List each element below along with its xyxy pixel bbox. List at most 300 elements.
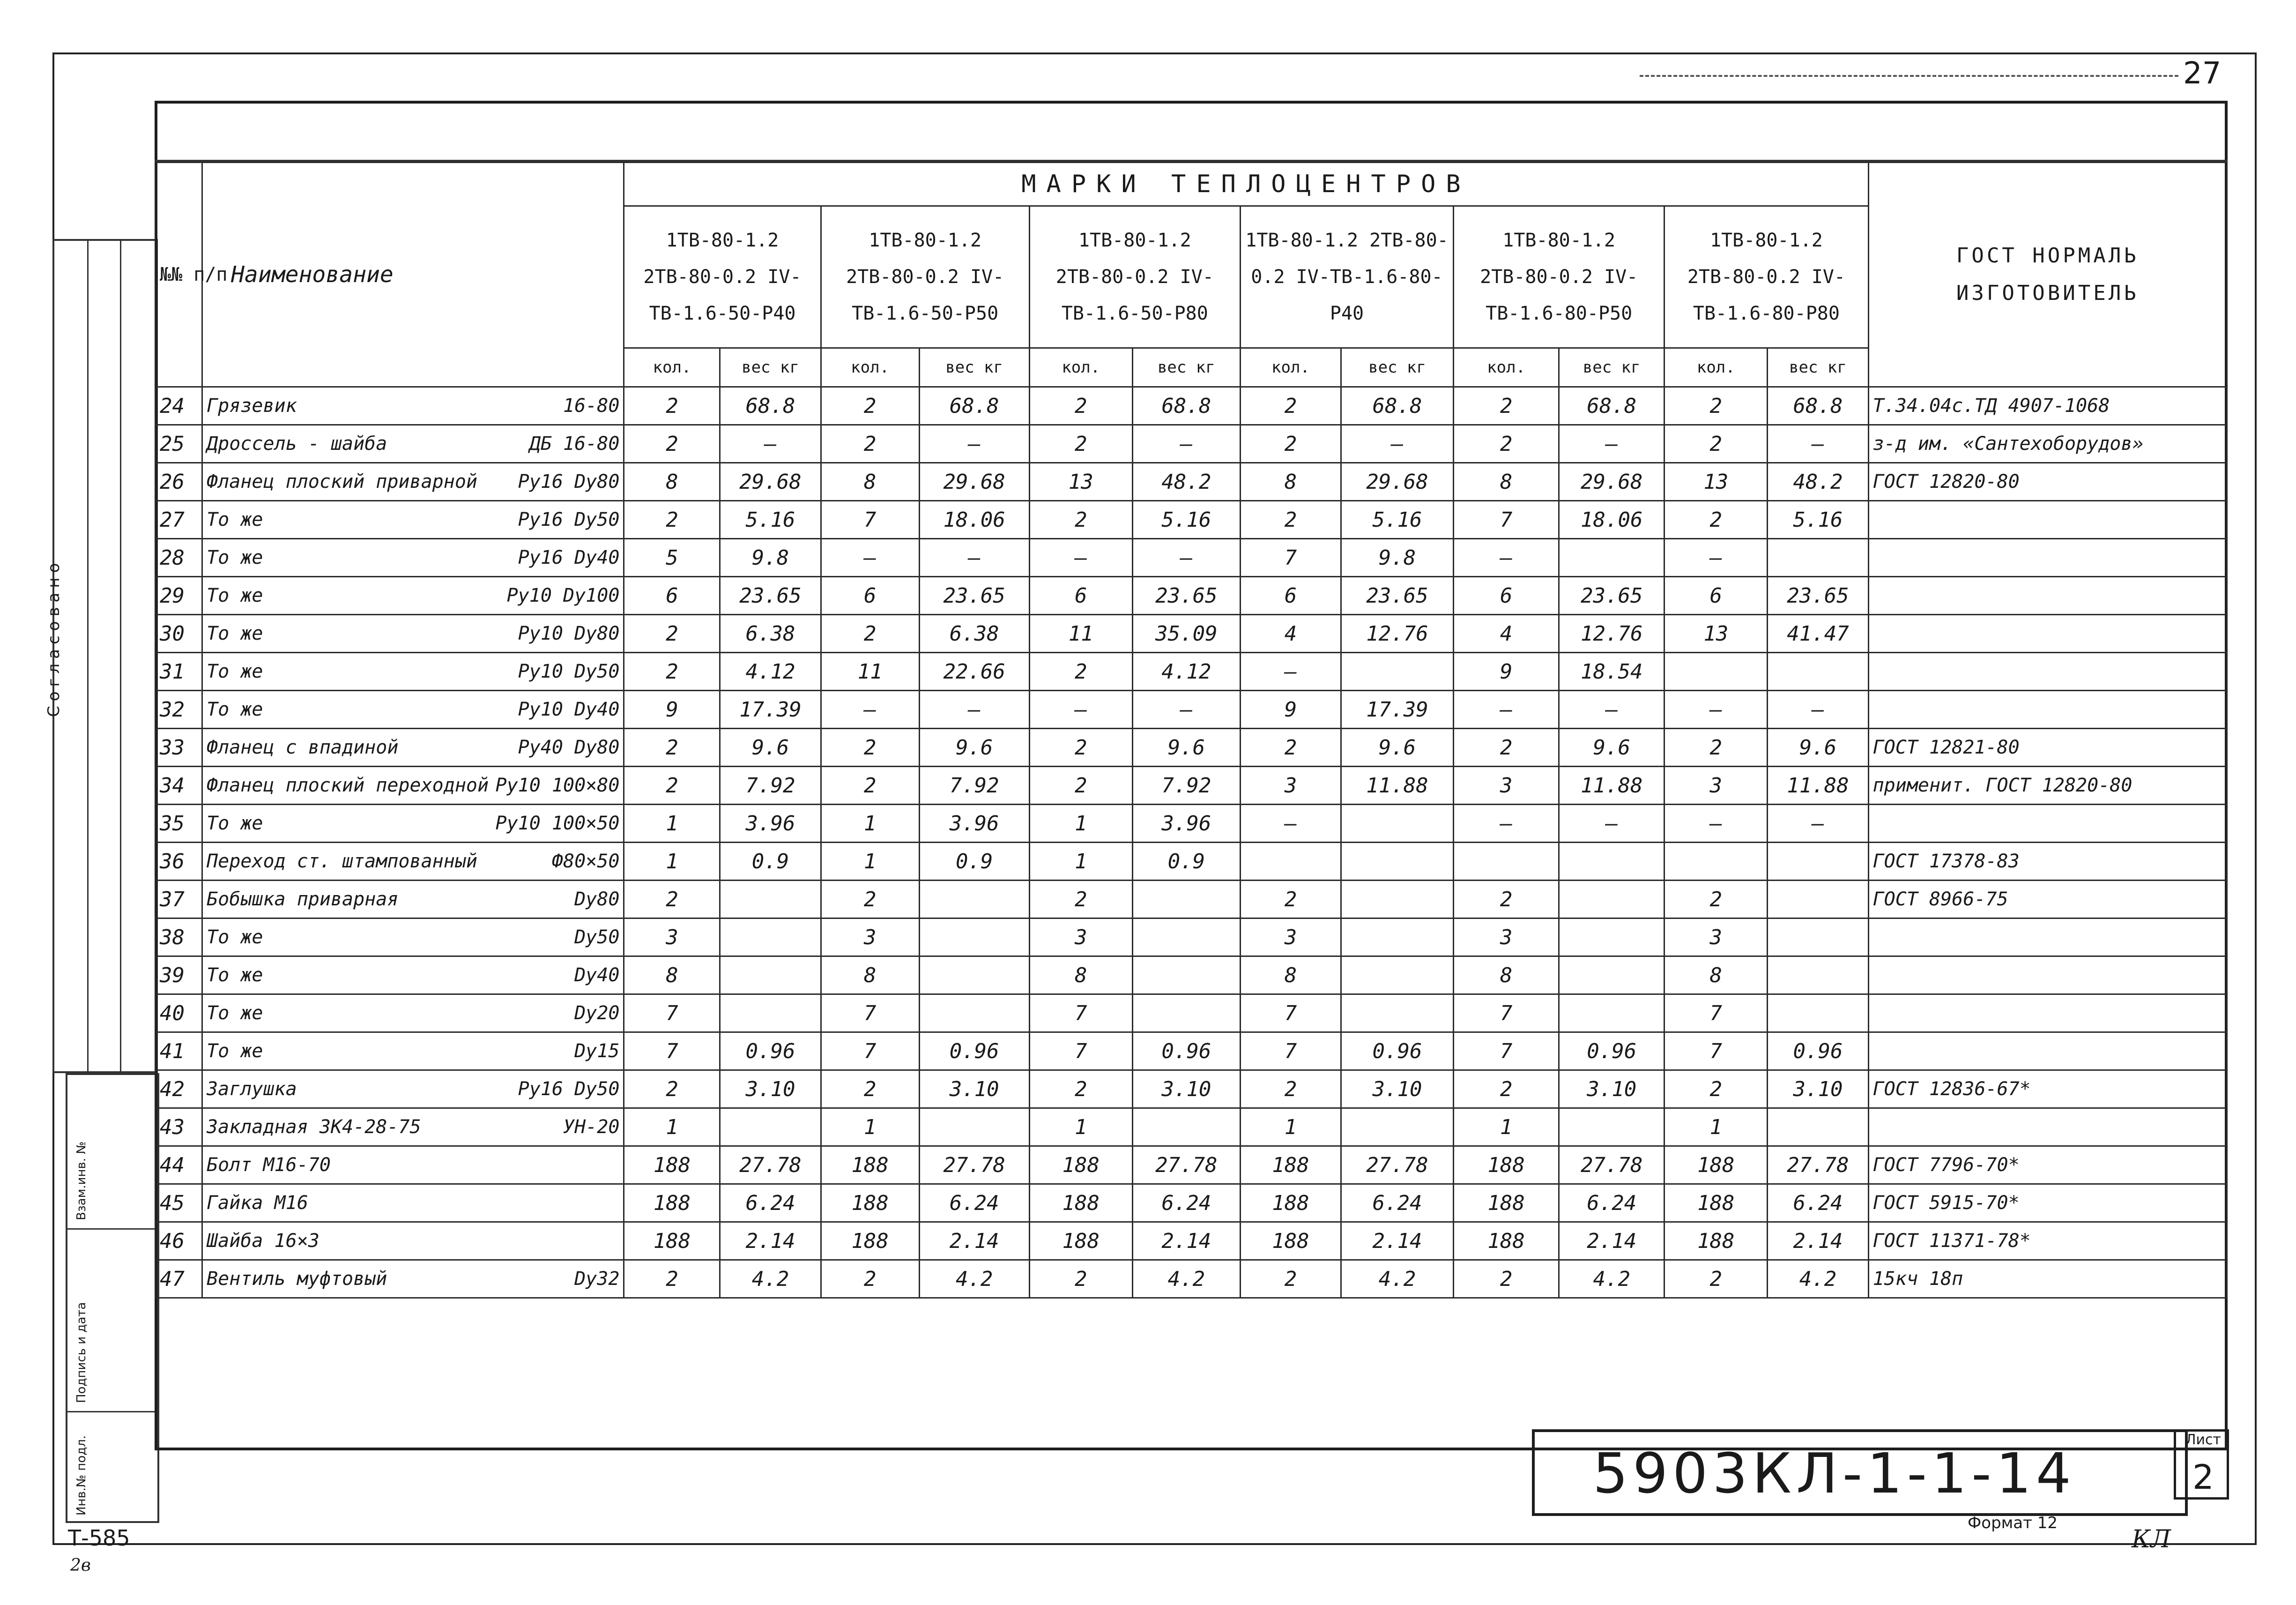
header-model: 1ТВ-80-1.2 2ТВ-80-0.2 IV-ТВ-1.6-50-Р40 (624, 206, 821, 348)
weight-cell: 29.68 (720, 463, 821, 501)
qty-cell: 2 (1454, 729, 1559, 767)
row-number: 36 (156, 843, 202, 881)
weight-cell: 2.14 (720, 1222, 821, 1260)
row-spec: Ру16 Dу50 (518, 509, 620, 530)
weight-cell: 3.10 (1559, 1070, 1664, 1108)
gost-cell: ГОСТ 12820-80 (1868, 463, 2227, 501)
row-spec: Ру10 100×80 (495, 775, 620, 796)
weight-cell: 18.54 (1559, 653, 1664, 691)
qty-cell: 2 (1454, 1260, 1559, 1298)
qty-cell: 2 (1029, 501, 1132, 539)
weight-cell (1341, 805, 1453, 843)
row-spec: Ру16 Dу40 (518, 547, 620, 568)
sheet-label: Лист (2185, 1432, 2222, 1448)
qty-cell: 2 (1664, 1070, 1768, 1108)
header-weight: вес кг (1132, 348, 1240, 387)
weight-cell: — (1768, 425, 1868, 463)
header-qty: кол. (624, 348, 720, 387)
header-name: Наименование (202, 163, 624, 387)
table-row (156, 577, 2227, 615)
weight-cell: 6.24 (1341, 1184, 1453, 1222)
weight-cell (1559, 956, 1664, 994)
gost-cell (1868, 805, 2227, 843)
row-name: То же (207, 699, 263, 720)
weight-cell: 12.76 (1559, 615, 1664, 653)
qty-cell: 188 (624, 1222, 720, 1260)
header-weight: вес кг (1768, 348, 1868, 387)
qty-cell: 7 (1454, 1032, 1559, 1070)
page-number: 27 (2183, 56, 2222, 91)
gost-cell (1868, 501, 2227, 539)
qty-cell: 7 (624, 994, 720, 1032)
qty-cell: 4 (1454, 615, 1559, 653)
row-number: 46 (156, 1222, 202, 1260)
table-row (156, 615, 2227, 653)
table-row (156, 767, 2227, 805)
qty-cell: 2 (821, 729, 919, 767)
qty-cell: 2 (1454, 387, 1559, 425)
qty-cell: — (1664, 691, 1768, 729)
weight-cell: 2.14 (1768, 1222, 1868, 1260)
weight-cell (1132, 994, 1240, 1032)
corner-note: 2в (70, 1556, 91, 1575)
row-name: Переход ст. штампованный (207, 851, 477, 872)
gost-cell: ГОСТ 11371-78* (1868, 1222, 2227, 1260)
row-number: 40 (156, 994, 202, 1032)
row-number: 33 (156, 729, 202, 767)
weight-cell (1132, 881, 1240, 918)
qty-cell: 3 (1240, 918, 1341, 956)
table-row (156, 463, 2227, 501)
row-number: 31 (156, 653, 202, 691)
weight-cell: 3.10 (1132, 1070, 1240, 1108)
weight-cell: 9.6 (720, 729, 821, 767)
row-name-cell (202, 1260, 624, 1298)
qty-cell: 188 (1029, 1184, 1132, 1222)
corner-code: Т-585 (68, 1525, 130, 1551)
weight-cell: 41.47 (1768, 615, 1868, 653)
weight-cell: — (919, 425, 1029, 463)
weight-cell: 0.96 (919, 1032, 1029, 1070)
row-name-cell (202, 501, 624, 539)
gost-cell: з-д им. «Сантехоборудов» (1868, 425, 2227, 463)
weight-cell: 2.14 (919, 1222, 1029, 1260)
qty-cell: 3 (1029, 918, 1132, 956)
table-row (156, 1070, 2227, 1108)
qty-cell: 1 (1029, 843, 1132, 881)
qty-cell: 3 (1664, 767, 1768, 805)
weight-cell: 3.96 (720, 805, 821, 843)
row-name-cell (202, 1032, 624, 1070)
weight-cell: 11.88 (1768, 767, 1868, 805)
qty-cell: 11 (1029, 615, 1132, 653)
row-name-cell (202, 805, 624, 843)
qty-cell: 1 (1029, 1108, 1132, 1146)
weight-cell (1559, 843, 1664, 881)
qty-cell: — (821, 691, 919, 729)
weight-cell: 23.65 (1132, 577, 1240, 615)
row-spec: Ру10 Dу50 (518, 661, 620, 682)
qty-cell: 2 (1240, 501, 1341, 539)
weight-cell (720, 956, 821, 994)
gost-cell (1868, 615, 2227, 653)
weight-cell (1341, 653, 1453, 691)
row-spec: Ру40 Dу80 (518, 737, 620, 758)
row-name-cell (202, 653, 624, 691)
qty-cell: 188 (1240, 1222, 1341, 1260)
row-name-cell (202, 1222, 624, 1260)
weight-cell (919, 881, 1029, 918)
row-name: То же (207, 813, 263, 834)
row-spec: Ру10 Dу100 (506, 585, 620, 606)
header-qty: кол. (821, 348, 919, 387)
qty-cell: 1 (624, 843, 720, 881)
qty-cell: 7 (1029, 994, 1132, 1032)
qty-cell: 188 (1664, 1184, 1768, 1222)
weight-cell (1341, 994, 1453, 1032)
top-dashed-line (1640, 75, 2178, 77)
weight-cell: 68.8 (1132, 387, 1240, 425)
qty-cell: 1 (821, 843, 919, 881)
weight-cell (1768, 1108, 1868, 1146)
qty-cell: 2 (624, 387, 720, 425)
weight-cell: 7.92 (720, 767, 821, 805)
row-number: 24 (156, 387, 202, 425)
qty-cell: 6 (1029, 577, 1132, 615)
weight-cell: 9.8 (1341, 539, 1453, 577)
row-name: Закладная ЗК4-28-75 (207, 1116, 421, 1138)
table-row (156, 881, 2227, 918)
header-qty: кол. (1029, 348, 1132, 387)
weight-cell: 23.65 (1559, 577, 1664, 615)
row-name: То же (207, 926, 263, 948)
gost-cell: применит. ГОСТ 12820-80 (1868, 767, 2227, 805)
qty-cell: 2 (624, 653, 720, 691)
weight-cell: 5.16 (1341, 501, 1453, 539)
qty-cell: 2 (1240, 1070, 1341, 1108)
weight-cell: 23.65 (1768, 577, 1868, 615)
qty-cell (1240, 843, 1341, 881)
qty-cell: 188 (1029, 1146, 1132, 1184)
table-row (156, 1222, 2227, 1260)
row-spec: Ру10 Dу80 (518, 623, 620, 644)
qty-cell: — (1664, 539, 1768, 577)
row-number: 37 (156, 881, 202, 918)
header-qty: кол. (1240, 348, 1341, 387)
weight-cell (1559, 539, 1664, 577)
weight-cell: 6.24 (919, 1184, 1029, 1222)
row-spec: Dу80 (574, 888, 620, 910)
qty-cell (1664, 653, 1768, 691)
row-number: 30 (156, 615, 202, 653)
weight-cell: 35.09 (1132, 615, 1240, 653)
weight-cell: — (720, 425, 821, 463)
weight-cell (1132, 956, 1240, 994)
row-spec: Ф80×50 (551, 851, 620, 872)
qty-cell: 6 (1240, 577, 1341, 615)
qty-cell: 13 (1029, 463, 1132, 501)
qty-cell: 188 (821, 1222, 919, 1260)
qty-cell: 2 (821, 1260, 919, 1298)
qty-cell: 3 (1664, 918, 1768, 956)
qty-cell: 2 (1454, 425, 1559, 463)
qty-cell: 8 (1240, 463, 1341, 501)
row-name: То же (207, 964, 263, 986)
qty-cell: 2 (1664, 501, 1768, 539)
qty-cell (1664, 843, 1768, 881)
row-name-cell (202, 539, 624, 577)
weight-cell: 6.38 (720, 615, 821, 653)
weight-cell: 29.68 (1559, 463, 1664, 501)
weight-cell (1768, 918, 1868, 956)
header-weight: вес кг (1559, 348, 1664, 387)
qty-cell: — (1454, 691, 1559, 729)
weight-cell: 5.16 (720, 501, 821, 539)
qty-cell: — (821, 539, 919, 577)
weight-cell: 9.6 (919, 729, 1029, 767)
qty-cell: 2 (1240, 1260, 1341, 1298)
weight-cell: 5.16 (1768, 501, 1868, 539)
qty-cell: 2 (1454, 881, 1559, 918)
weight-cell (720, 881, 821, 918)
weight-cell: — (1768, 805, 1868, 843)
weight-cell: 27.78 (1559, 1146, 1664, 1184)
gost-cell (1868, 653, 2227, 691)
qty-cell: 9 (624, 691, 720, 729)
row-number: 28 (156, 539, 202, 577)
qty-cell: 7 (1029, 1032, 1132, 1070)
qty-cell: 7 (1240, 994, 1341, 1032)
qty-cell: 6 (1454, 577, 1559, 615)
approval-label: Согласовано (45, 558, 63, 717)
qty-cell: 2 (624, 881, 720, 918)
qty-cell: 2 (1029, 767, 1132, 805)
weight-cell: 9.8 (720, 539, 821, 577)
qty-cell: 3 (1240, 767, 1341, 805)
weight-cell: 23.65 (1341, 577, 1453, 615)
table-row (156, 1184, 2227, 1222)
row-spec: Dу50 (574, 926, 620, 948)
qty-cell: 2 (1240, 729, 1341, 767)
qty-cell: 2 (1029, 1260, 1132, 1298)
weight-cell: 0.96 (1559, 1032, 1664, 1070)
stamp-label-inventory: Инв.№ подл. (74, 1435, 89, 1515)
qty-cell: 9 (1454, 653, 1559, 691)
row-name-cell (202, 1184, 624, 1222)
table-row (156, 956, 2227, 994)
row-name: Заглушка (207, 1078, 297, 1100)
qty-cell: 2 (1029, 1070, 1132, 1108)
weight-cell (1341, 918, 1453, 956)
weight-cell: 5.16 (1132, 501, 1240, 539)
gost-cell (1868, 1108, 2227, 1146)
qty-cell: 7 (1240, 1032, 1341, 1070)
weight-cell: 6.24 (1559, 1184, 1664, 1222)
gost-cell (1868, 691, 2227, 729)
row-spec: 16-80 (563, 395, 620, 417)
weight-cell: 27.78 (1132, 1146, 1240, 1184)
qty-cell: 188 (1454, 1184, 1559, 1222)
gost-cell (1868, 539, 2227, 577)
header-qty: кол. (1454, 348, 1559, 387)
qty-cell: 2 (821, 615, 919, 653)
weight-cell: 3.10 (919, 1070, 1029, 1108)
table-row (156, 1260, 2227, 1298)
qty-cell: 1 (1664, 1108, 1768, 1146)
weight-cell (1768, 843, 1868, 881)
row-name-cell (202, 843, 624, 881)
qty-cell: 7 (1454, 994, 1559, 1032)
qty-cell: 2 (1664, 387, 1768, 425)
table-row (156, 994, 2227, 1032)
qty-cell: 8 (624, 463, 720, 501)
qty-cell: 2 (821, 425, 919, 463)
row-name-cell (202, 1070, 624, 1108)
table-row (156, 425, 2227, 463)
row-number: 45 (156, 1184, 202, 1222)
weight-cell: 6.24 (1768, 1184, 1868, 1222)
gost-cell (1868, 994, 2227, 1032)
weight-cell: 68.8 (1559, 387, 1664, 425)
sheet-number: 2 (2192, 1457, 2214, 1497)
weight-cell: 3.10 (1341, 1070, 1453, 1108)
stamp-label-replace: Взам.инв. № (74, 1141, 89, 1220)
weight-cell: 4.12 (720, 653, 821, 691)
weight-cell: 0.9 (720, 843, 821, 881)
weight-cell: 4.2 (919, 1260, 1029, 1298)
weight-cell: 68.8 (919, 387, 1029, 425)
qty-cell: 7 (1664, 994, 1768, 1032)
weight-cell (1341, 956, 1453, 994)
qty-cell: 3 (1454, 918, 1559, 956)
row-name-cell (202, 918, 624, 956)
weight-cell: 0.96 (720, 1032, 821, 1070)
weight-cell: 23.65 (720, 577, 821, 615)
weight-cell: 6.38 (919, 615, 1029, 653)
row-number: 35 (156, 805, 202, 843)
qty-cell: 188 (1664, 1222, 1768, 1260)
weight-cell (1768, 881, 1868, 918)
row-number: 44 (156, 1146, 202, 1184)
header-model: 1ТВ-80-1.2 2ТВ-80-0.2 IV-ТВ-1.6-80-Р50 (1454, 206, 1664, 348)
weight-cell (919, 918, 1029, 956)
qty-cell: 188 (1240, 1146, 1341, 1184)
table-row (156, 691, 2227, 729)
weight-cell: 17.39 (1341, 691, 1453, 729)
weight-cell: 27.78 (720, 1146, 821, 1184)
weight-cell: — (1559, 805, 1664, 843)
weight-cell: 18.06 (919, 501, 1029, 539)
qty-cell: 2 (1664, 425, 1768, 463)
weight-cell: 7.92 (919, 767, 1029, 805)
header-num: №№ п/п (156, 163, 202, 387)
qty-cell: 6 (624, 577, 720, 615)
weight-cell (1132, 918, 1240, 956)
weight-cell: — (1132, 425, 1240, 463)
row-name-cell (202, 1108, 624, 1146)
row-spec: Dу15 (574, 1040, 620, 1062)
stamp-label-signature: Подпись и дата (74, 1302, 89, 1403)
weight-cell (1341, 843, 1453, 881)
row-spec: Dу32 (574, 1268, 620, 1290)
qty-cell: 2 (1029, 729, 1132, 767)
qty-cell: 7 (1454, 501, 1559, 539)
qty-cell: 1 (821, 1108, 919, 1146)
header-group: МАРКИ ТЕПЛОЦЕНТРОВ (624, 163, 1868, 206)
weight-cell: — (919, 539, 1029, 577)
qty-cell: 188 (1664, 1146, 1768, 1184)
weight-cell: — (1132, 539, 1240, 577)
weight-cell (1132, 1108, 1240, 1146)
weight-cell: 12.76 (1341, 615, 1453, 653)
weight-cell: 6.24 (1132, 1184, 1240, 1222)
qty-cell: 7 (821, 994, 919, 1032)
qty-cell: 8 (821, 463, 919, 501)
qty-cell: 188 (821, 1184, 919, 1222)
row-name-cell (202, 767, 624, 805)
qty-cell: 2 (624, 1260, 720, 1298)
qty-cell: 13 (1664, 463, 1768, 501)
weight-cell: 9.6 (1768, 729, 1868, 767)
row-number: 25 (156, 425, 202, 463)
row-name: То же (207, 623, 263, 644)
row-spec: Ру16 Dу80 (518, 471, 620, 493)
weight-cell: 9.6 (1341, 729, 1453, 767)
weight-cell (720, 994, 821, 1032)
weight-cell (1559, 1108, 1664, 1146)
weight-cell (919, 994, 1029, 1032)
weight-cell: 17.39 (720, 691, 821, 729)
weight-cell: 0.96 (1768, 1032, 1868, 1070)
qty-cell: 2 (1240, 387, 1341, 425)
weight-cell: 3.10 (1768, 1070, 1868, 1108)
table-row (156, 805, 2227, 843)
weight-cell: — (1768, 691, 1868, 729)
strip-divider (87, 241, 89, 1071)
weight-cell: 4.12 (1132, 653, 1240, 691)
strip-divider (120, 241, 121, 1071)
row-name: То же (207, 585, 263, 606)
header-weight: вес кг (720, 348, 821, 387)
weight-cell: 7.92 (1132, 767, 1240, 805)
header-weight: вес кг (919, 348, 1029, 387)
weight-cell: 9.6 (1559, 729, 1664, 767)
weight-cell (1768, 956, 1868, 994)
row-number: 41 (156, 1032, 202, 1070)
qty-cell: 8 (1240, 956, 1341, 994)
weight-cell: 0.9 (919, 843, 1029, 881)
weight-cell: 0.96 (1341, 1032, 1453, 1070)
weight-cell (919, 1108, 1029, 1146)
header-gost: ГОСТ НОРМАЛЬ ИЗГОТОВИТЕЛЬ (1868, 163, 2227, 387)
weight-cell: 29.68 (1341, 463, 1453, 501)
row-name: Грязевик (207, 395, 297, 417)
qty-cell: 2 (821, 767, 919, 805)
qty-cell: — (1029, 691, 1132, 729)
table-row (156, 501, 2227, 539)
weight-cell: — (1341, 425, 1453, 463)
weight-cell: — (1559, 691, 1664, 729)
row-name-cell (202, 425, 624, 463)
row-number: 39 (156, 956, 202, 994)
weight-cell: 22.66 (919, 653, 1029, 691)
qty-cell: 8 (1664, 956, 1768, 994)
qty-cell: 2 (624, 767, 720, 805)
qty-cell: 11 (821, 653, 919, 691)
weight-cell: 11.88 (1341, 767, 1453, 805)
qty-cell: 7 (1664, 1032, 1768, 1070)
qty-cell: 7 (821, 1032, 919, 1070)
